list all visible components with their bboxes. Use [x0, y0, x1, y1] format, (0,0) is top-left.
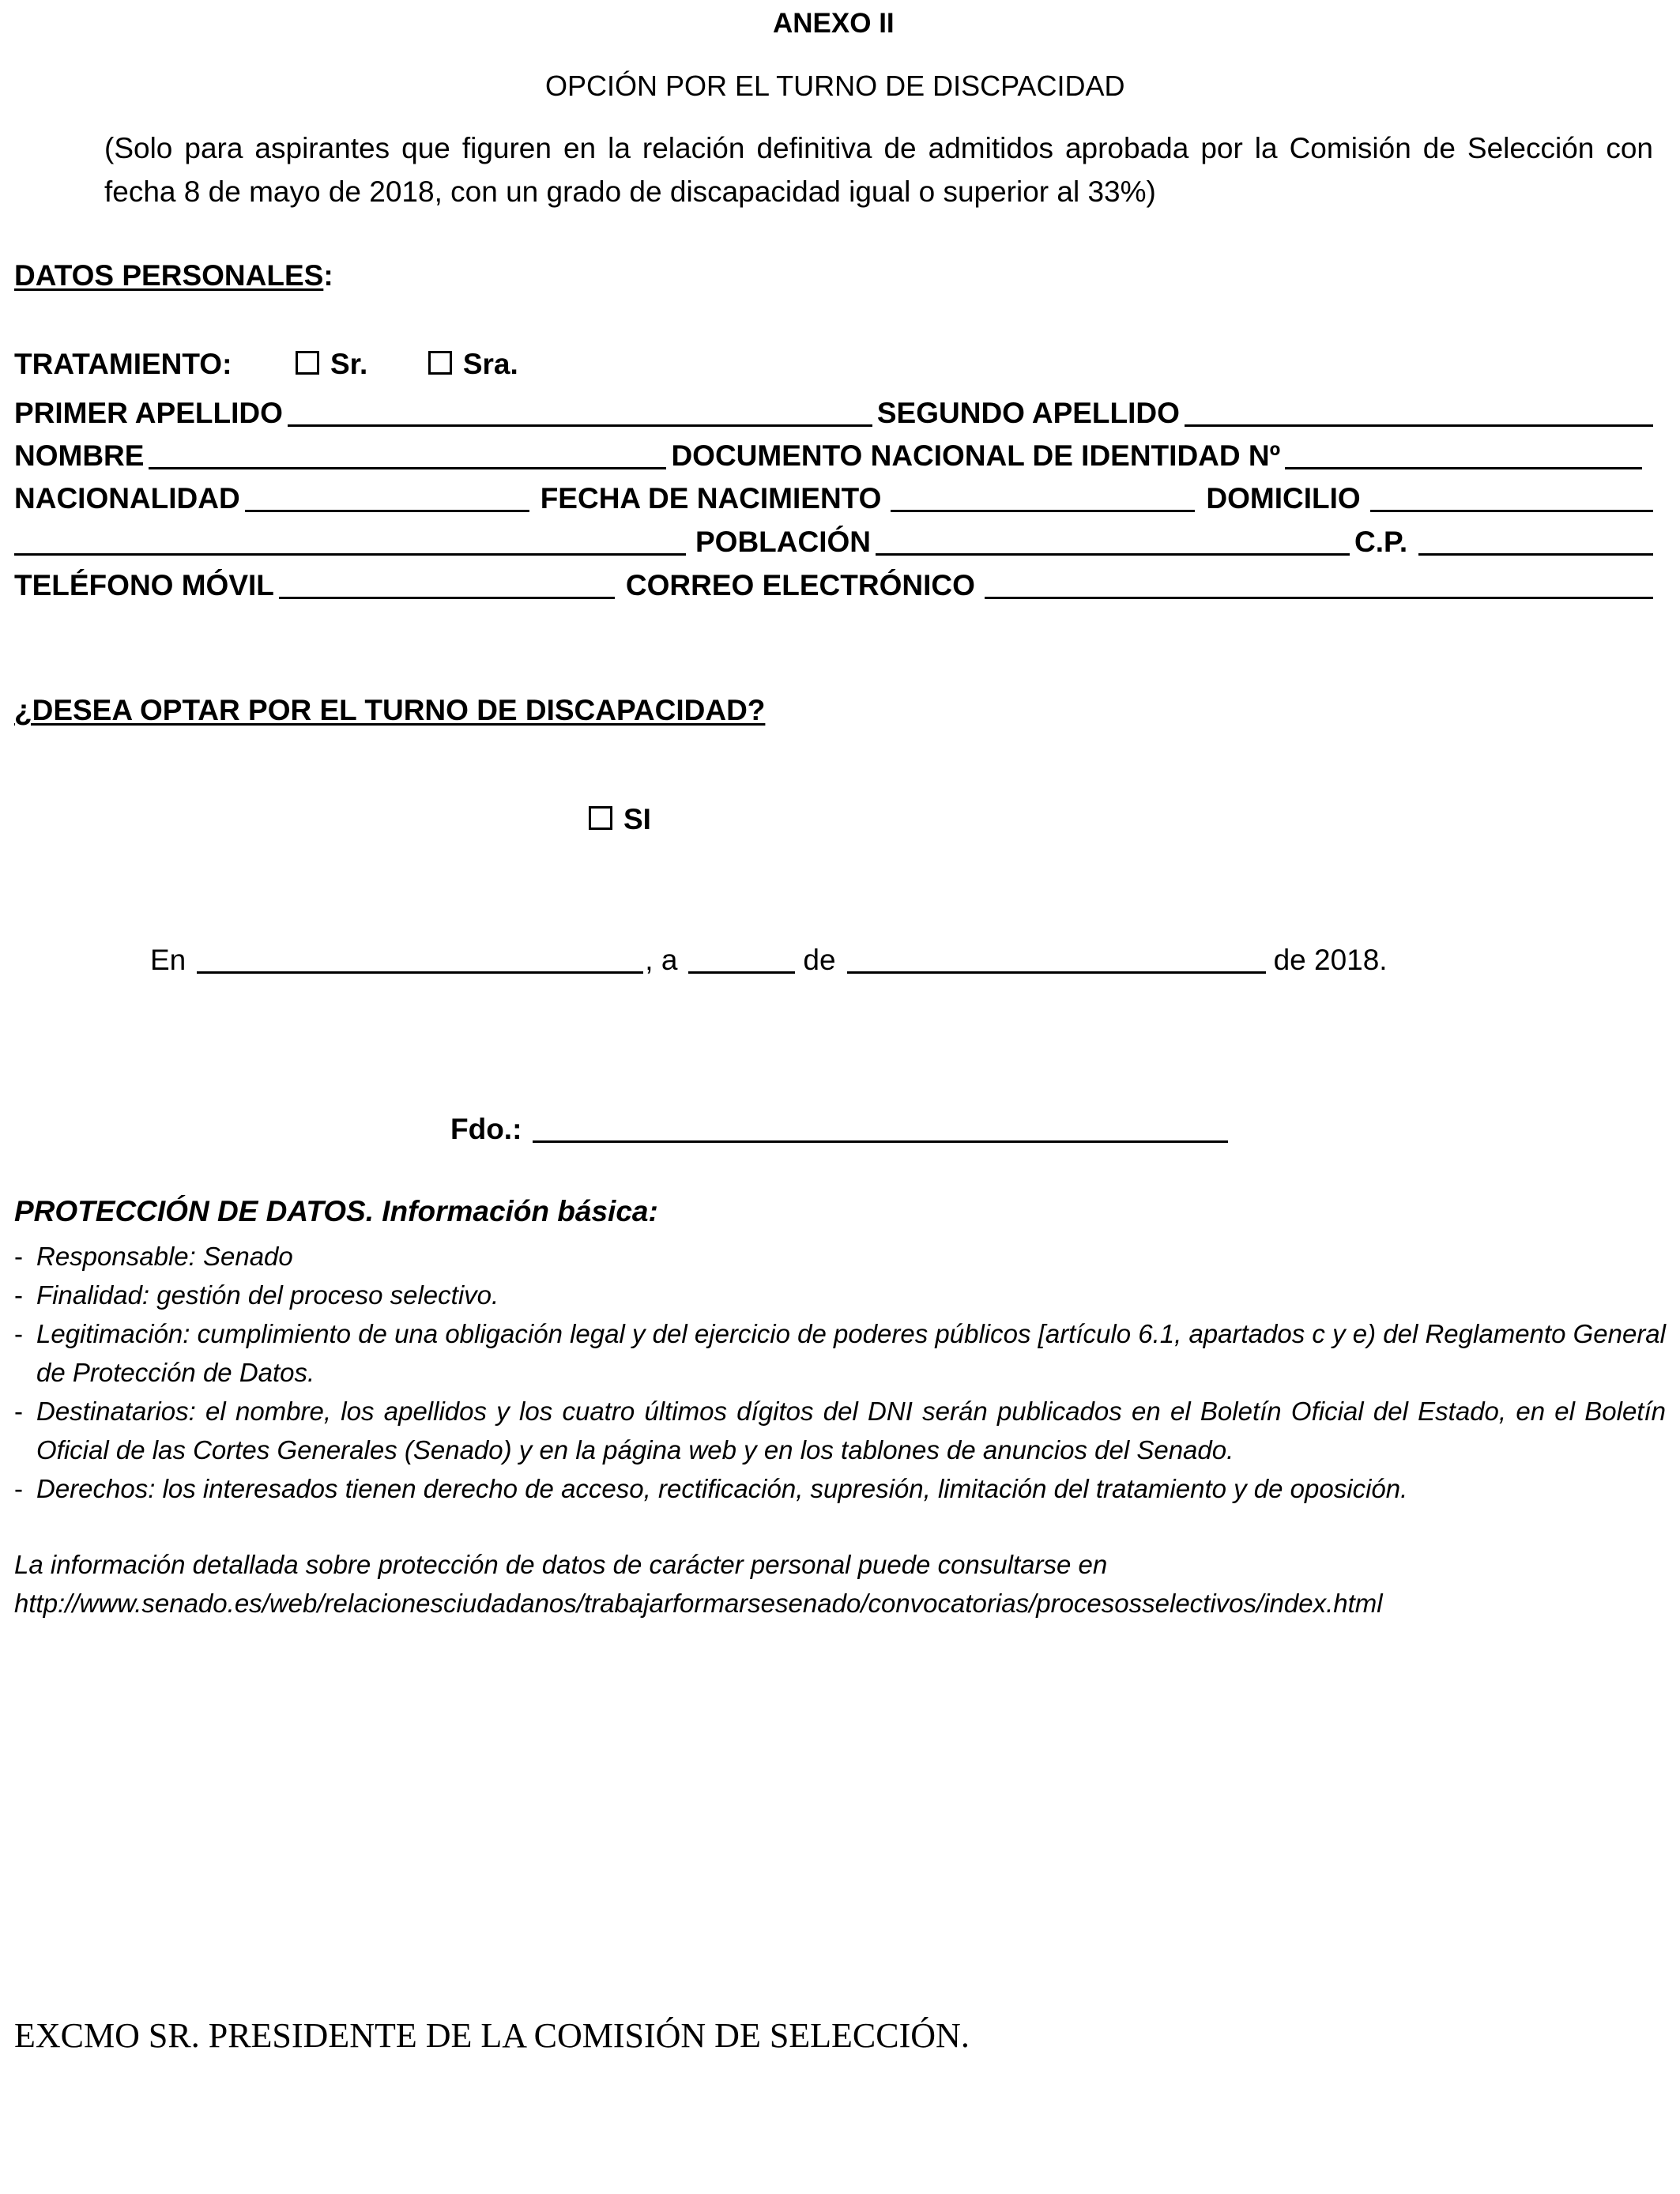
sr-checkbox[interactable]	[296, 351, 319, 375]
personal-data-heading-colon: :	[323, 259, 333, 292]
personal-data-heading	[14, 259, 333, 292]
nombre-label: NOMBRE	[14, 439, 145, 472]
signature-row	[450, 1108, 1233, 1148]
data-protection-item: - Responsable: Senado	[14, 1237, 1666, 1276]
si-label: SI	[623, 803, 651, 835]
info-url-link[interactable]: http://www.senado.es/web/relacionesciudadanos/trabajarformarsesenado/convocatorias/procesosselectivos/index.html	[14, 1589, 1383, 1618]
nombre-row	[14, 438, 1658, 474]
domicilio-label: DOMICILIO	[1206, 482, 1361, 515]
sra-checkbox[interactable]	[428, 351, 452, 375]
fecha-nacimiento-field[interactable]	[891, 483, 1195, 512]
correo-field[interactable]	[985, 570, 1653, 599]
telefono-label: TELÉFONO MÓVIL	[14, 569, 274, 601]
data-protection-title: PROTECCIÓN DE DATOS. Información básica:	[14, 1195, 658, 1227]
si-option	[589, 803, 651, 836]
primer-apellido-field[interactable]	[288, 398, 872, 427]
correo-label: CORREO ELECTRÓNICO	[625, 569, 975, 601]
domicilio-continuation-field[interactable]	[14, 526, 686, 556]
month-field[interactable]	[847, 944, 1266, 974]
data-protection-item: - Destinatarios: el nombre, los apellidos y los cuatro últimos dígitos del DNI serán publicados en el Boletín Oficial del Estado, en el Boletín Oficial de las Cortes Generales (Senado) y en la página web y en los tablones de anuncios del Senado.	[14, 1392, 1666, 1469]
intro-paragraph: (Solo para aspirantes que figuren en la relación definitiva de admitidos aprobada por la Comisión de Selección con fecha 8 de mayo de 2018, con un grado de discapacidad igual o superior al 33%)	[104, 132, 1653, 208]
de-label: de	[803, 944, 836, 976]
poblacion-field[interactable]	[876, 526, 1350, 556]
data-protection-info	[14, 1545, 1383, 1623]
document-subtitle: OPCIÓN POR EL TURNO DE DISCPACIDAD	[545, 70, 1125, 102]
personal-data-heading-text: DATOS PERSONALES	[14, 259, 324, 292]
nacionalidad-row	[14, 481, 1658, 517]
place-field[interactable]	[197, 944, 643, 974]
place-date-row	[150, 939, 1388, 978]
nacionalidad-field[interactable]	[245, 483, 529, 512]
segundo-apellido-field[interactable]	[1185, 398, 1653, 427]
info-text: La información detallada sobre protección de datos de carácter personal puede consultarse en	[14, 1550, 1108, 1579]
question-heading: ¿DESEA OPTAR POR EL TURNO DE DISCAPACIDAD?	[14, 694, 766, 726]
tratamiento-row	[14, 348, 518, 381]
day-field[interactable]	[688, 944, 795, 974]
tratamiento-label: TRATAMIENTO:	[14, 348, 232, 380]
cp-label: C.P.	[1354, 526, 1408, 558]
data-protection-item: - Derechos: los interesados tienen derecho de acceso, rectificación, supresión, limitación del tratamiento y de oposición.	[14, 1469, 1666, 1508]
en-label: En	[150, 944, 186, 976]
year-label: de 2018.	[1273, 944, 1388, 976]
sr-label: Sr.	[330, 348, 368, 380]
segundo-apellido-label: SEGUNDO APELLIDO	[876, 397, 1180, 429]
sra-label: Sra.	[462, 348, 518, 380]
data-protection-item: - Legitimación: cumplimiento de una obligación legal y del ejercicio de poderes públicos [artículo 6.1, apartados c y e) del Reglamento General de Protección de Datos.	[14, 1314, 1666, 1392]
poblacion-label: POBLACIÓN	[695, 526, 871, 558]
cp-field[interactable]	[1418, 526, 1653, 556]
a-label: , a	[645, 944, 678, 976]
domicilio-field[interactable]	[1370, 483, 1653, 512]
contacto-row	[14, 567, 1658, 604]
nombre-field[interactable]	[149, 440, 666, 469]
data-protection-item: - Finalidad: gestión del proceso selectivo.	[14, 1276, 1666, 1314]
poblacion-row	[14, 524, 1658, 560]
apellidos-row	[14, 395, 1658, 432]
dni-label: DOCUMENTO NACIONAL DE IDENTIDAD Nº	[671, 439, 1281, 472]
telefono-field[interactable]	[279, 570, 615, 599]
addressee-line: EXCMO SR. PRESIDENTE DE LA COMISIÓN DE SELECCIÓN.	[14, 2016, 970, 2055]
nacionalidad-label: NACIONALIDAD	[14, 482, 240, 515]
fdo-label: Fdo.:	[450, 1113, 522, 1145]
document-title: ANEXO II	[773, 8, 895, 39]
primer-apellido-label: PRIMER APELLIDO	[14, 397, 283, 429]
si-checkbox[interactable]	[589, 806, 612, 830]
data-protection-list	[14, 1237, 1666, 1508]
dni-field[interactable]	[1285, 440, 1642, 469]
fecha-nacimiento-label: FECHA DE NACIMIENTO	[540, 482, 882, 515]
signature-field[interactable]	[533, 1114, 1228, 1143]
